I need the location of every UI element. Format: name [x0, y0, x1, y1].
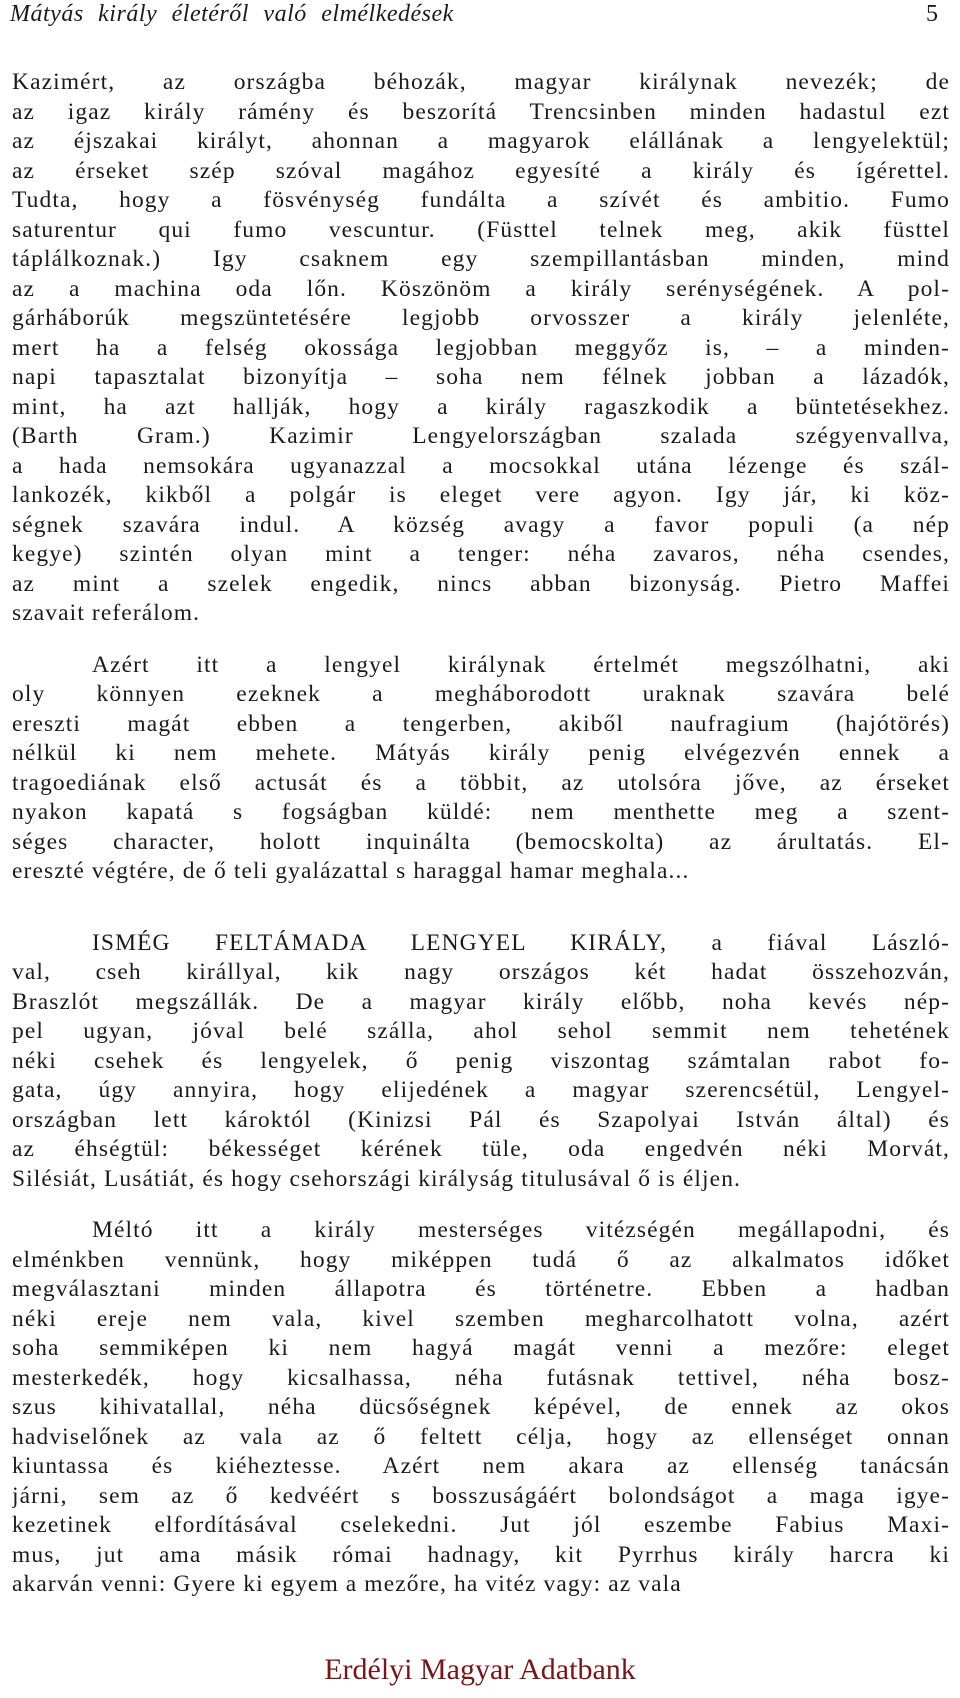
text-line: oly könnyen ezeknek a megháborodott uraknak szavára belé	[12, 681, 950, 707]
paragraph	[12, 929, 950, 1195]
text-line: Kazimért, az országba béhozák, magyar királynak nevezék; de	[12, 69, 950, 95]
paragraph	[12, 68, 950, 629]
text-line: járni, sem az ő kedvéért s bosszuságáért bolondságot a maga igye-	[12, 1482, 950, 1509]
text-line: napi tapasztalat bizonyítja – soha nem félnek jobban a lázadók,	[12, 364, 950, 390]
text-line: kiuntassa és kiéheztesse. Azért nem akara az ellenség tanácsán	[12, 1453, 950, 1479]
text-line: országban lett károktól (Kinizsi Pál és Szapolyai István által) és	[12, 1106, 950, 1133]
text-line: szus kihivatallal, néha dücsőségnek képével, de ennek az okos	[12, 1394, 950, 1420]
text-line: Braszlót megszállák. De a magyar király előbb, noha kevés nép-	[12, 988, 950, 1015]
running-header	[0, 0, 960, 30]
body-text	[12, 68, 950, 1600]
text-line: Azért itt a lengyel királynak értelmét megszólhatni, aki	[92, 651, 950, 678]
text-line: Méltó itt a király mesterséges vitézségén megállapodni, és	[92, 1217, 950, 1243]
text-line: az éjszakai királyt, ahonnan a magyarok elállának a lengyelektül;	[12, 128, 950, 154]
text-line: gata, úgy annyira, hogy elijedének a magyar szerencsétül, Lengyel-	[12, 1077, 950, 1103]
text-line: lankozék, kikből a polgár is eleget vere agyon. Igy jár, ki köz-	[12, 482, 950, 508]
text-line: kezetinek elfordításával cselekedni. Jut jól eszembe Fabius Maxi-	[12, 1512, 950, 1538]
text-line: soha semmiképen ki nem hagyá magát venni a mezőre: eleget	[12, 1335, 950, 1361]
text-line: val, cseh királlyal, kik nagy országos két hadat összehozván,	[12, 959, 950, 985]
text-line: mint, ha azt hallják, hogy a király ragaszkodik a büntetésekhez.	[12, 393, 950, 420]
text-line: nyakon kapatá s fogságban küldé: nem menthette meg a szent-	[12, 799, 950, 825]
running-title: Mátyás király életéről való elmélkedések	[10, 1, 454, 27]
text-line: kegye) szintén olyan mint a tenger: néha zavaros, néha csendes,	[12, 541, 950, 567]
paragraph-gap	[12, 629, 950, 651]
text-line: ereszti magát ebben a tengerben, akiből naufragium (hajótörés)	[12, 710, 950, 737]
text-line: az éhségtül: békességet kérének tüle, oda engedvén néki Morvát,	[12, 1136, 950, 1162]
text-line: mert ha a felség okossága legjobban meggyőz is, – a minden-	[12, 334, 950, 361]
text-line: (Barth Gram.) Kazimir Lengyelországban szalada szégyenvallva,	[12, 423, 950, 449]
text-line: tragoediának első actusát és a többit, az utolsóra jőve, az érseket	[12, 769, 950, 796]
text-line: ISMÉG FELTÁMADA LENGYEL KIRÁLY, a fiával László-	[92, 929, 950, 956]
text-line: ereszté végtére, de ő teli gyalázattal s haraggal hamar meghala...	[12, 858, 690, 884]
text-line: Tudta, hogy a fösvénység fundálta a szívét és ambitio. Fumo	[12, 187, 950, 213]
text-line: mesterkedék, hogy kicsalhassa, néha futásnak tettivel, néha bosz-	[12, 1364, 950, 1391]
text-line: néki csehek és lengyelek, ő penig viszontag számtalan rabot fo-	[12, 1047, 950, 1074]
text-line: az igaz király rámény és beszorítá Trencsinben minden hadastul ezt	[12, 98, 950, 125]
paragraph	[12, 1216, 950, 1600]
page-number: 5	[926, 1, 938, 27]
text-line: szavait referálom.	[12, 600, 201, 626]
text-line: akarván venni: Gyere ki egyem a mezőre, ha vitéz vagy: az vala	[12, 1571, 682, 1597]
text-line: az mint a szelek engedik, nincs abban bizonyság. Pietro Maffei	[12, 570, 950, 597]
text-line: megválasztani minden állapotra és történetre. Ebben a hadban	[12, 1276, 950, 1302]
text-line: pel ugyan, jóval belé szálla, ahol sehol semmit nem tehetének	[12, 1018, 950, 1044]
text-line: gárháborúk megszüntetésére legjobb orvosszer a király jelenléte,	[12, 305, 950, 331]
text-line: hadviselőnek az vala az ő feltett célja, hogy az ellenséget onnan	[12, 1423, 950, 1450]
text-line: ségnek szavára indul. A község avagy a favor populi (a nép	[12, 511, 950, 538]
text-line: az a machina oda lőn. Köszönöm a király serénységének. A pol-	[12, 275, 950, 302]
paragraph-gap	[12, 1194, 950, 1216]
text-line: az érseket szép szóval magához egyesíté a király és ígérettel.	[12, 157, 950, 184]
text-line: mus, jut ama másik római hadnagy, kit Pyrrhus király harcra ki	[12, 1541, 950, 1568]
text-line: táplálkoznak.) Igy csaknem egy szempillantásban minden, mind	[12, 246, 950, 272]
text-line: saturentur qui fumo vescuntur. (Füsttel telnek meg, akik füsttel	[12, 216, 950, 243]
footer-source: Erdélyi Magyar Adatbank	[324, 1653, 636, 1686]
text-line: séges character, holott inquinálta (bemocskolta) az árultatás. El-	[12, 828, 950, 855]
text-line: néki ereje nem vala, kivel szemben megharcolhatott volna, azért	[12, 1305, 950, 1332]
text-line: a hada nemsokára ugyanazzal a mocsokkal utána lézenge és szál-	[12, 452, 950, 479]
text-line: nélkül ki nem mehete. Mátyás király penig elvégezvén ennek a	[12, 740, 950, 766]
text-line: elménkben vennünk, hogy miképpen tudá ő az alkalmatos időket	[12, 1246, 950, 1273]
text-line: Silésiát, Lusátiát, és hogy csehországi királyság titulusával ő is éljen.	[12, 1165, 742, 1192]
paragraph	[12, 651, 950, 887]
paragraph-gap	[12, 887, 950, 929]
